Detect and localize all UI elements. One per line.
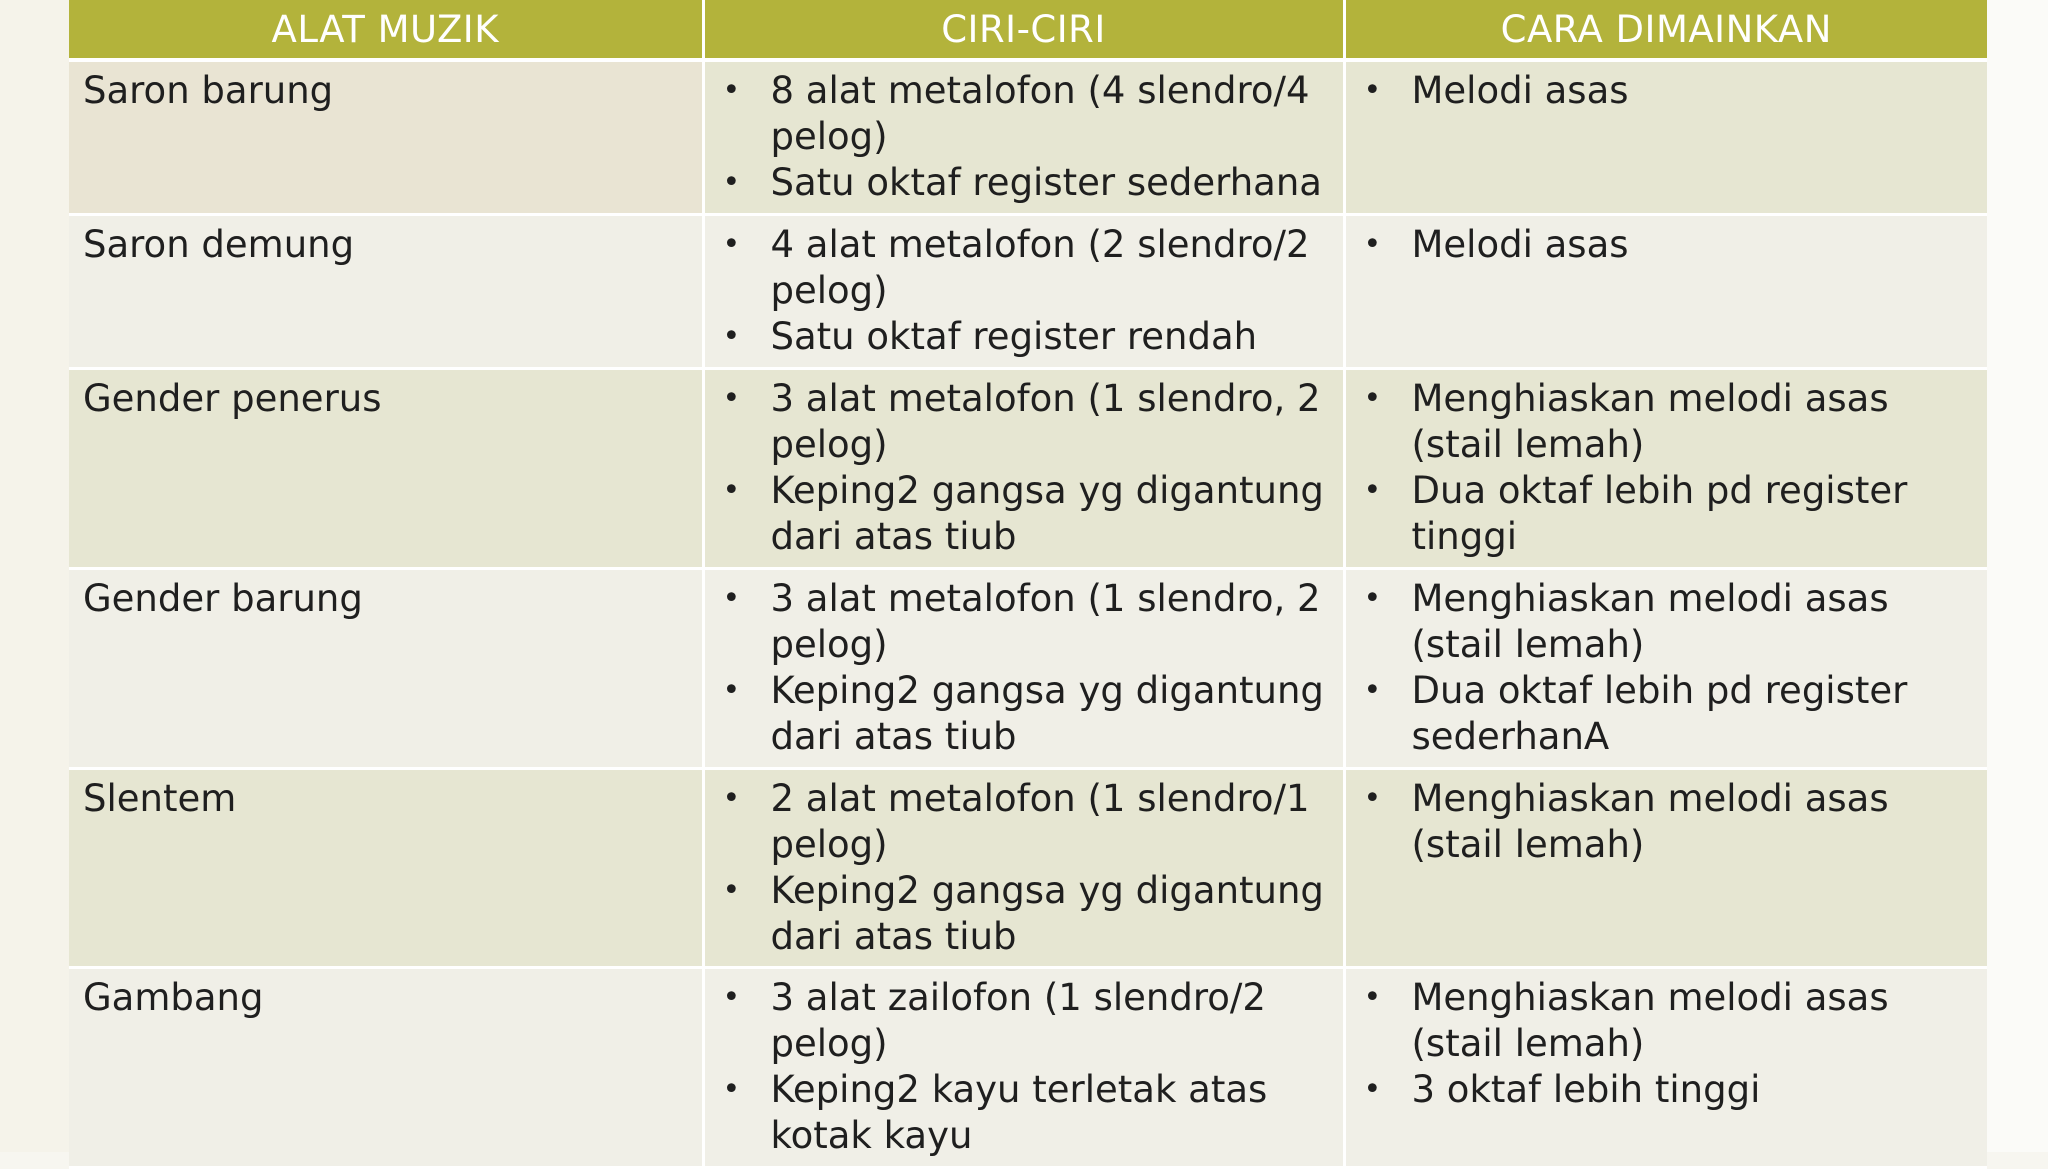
ciri-cell bbox=[703, 568, 1344, 768]
header-ciri-ciri: CIRI-CIRI bbox=[703, 0, 1344, 60]
list-item bbox=[1360, 975, 1974, 1067]
cara-list bbox=[1360, 376, 1974, 560]
instrument-name: Gender penerus bbox=[69, 368, 703, 568]
bullet-icon: • bbox=[722, 872, 741, 908]
list-item-text: Keping2 gangsa yg digantung dari atas tiub bbox=[770, 868, 1324, 958]
list-item-text: 3 alat metalofon (1 slendro, 2 pelog) bbox=[770, 576, 1321, 666]
table-row bbox=[69, 60, 1987, 214]
ciri-cell bbox=[703, 60, 1344, 214]
instrument-name: Gambang bbox=[69, 967, 703, 1167]
cara-cell bbox=[1344, 768, 1987, 967]
cara-cell bbox=[1344, 568, 1987, 768]
list-item-text: Melodi asas bbox=[1411, 222, 1629, 266]
bullet-icon: • bbox=[722, 979, 741, 1015]
list-item bbox=[719, 314, 1329, 360]
bullet-icon: • bbox=[1363, 672, 1382, 708]
list-item bbox=[1360, 222, 1974, 268]
list-item bbox=[719, 776, 1329, 868]
header-alat-muzik: ALAT MUZIK bbox=[69, 0, 703, 60]
bullet-icon: • bbox=[722, 380, 741, 416]
list-item-text: Keping2 gangsa yg digantung dari atas tiub bbox=[770, 468, 1324, 558]
list-item bbox=[1360, 468, 1974, 560]
list-item-text: Dua oktaf lebih pd register sederhanA bbox=[1411, 668, 1908, 758]
list-item-text: Menghiaskan melodi asas (stail lemah) bbox=[1411, 576, 1889, 666]
bullet-icon: • bbox=[722, 672, 741, 708]
instrument-name: Saron demung bbox=[69, 214, 703, 368]
list-item bbox=[1360, 68, 1974, 114]
cara-list bbox=[1360, 68, 1974, 114]
bullet-icon: • bbox=[1363, 380, 1382, 416]
list-item bbox=[719, 1067, 1329, 1159]
cara-list bbox=[1360, 975, 1974, 1113]
list-item bbox=[719, 668, 1329, 760]
bullet-icon: • bbox=[722, 226, 741, 262]
list-item-text: 3 alat zailofon (1 slendro/2 pelog) bbox=[770, 975, 1266, 1065]
ciri-list bbox=[719, 576, 1329, 760]
list-item bbox=[719, 868, 1329, 960]
list-item bbox=[1360, 1067, 1974, 1113]
bullet-icon: • bbox=[722, 580, 741, 616]
cara-list bbox=[1360, 776, 1974, 868]
list-item bbox=[719, 376, 1329, 468]
list-item-text: Melodi asas bbox=[1411, 69, 1629, 112]
list-item-text: 4 alat metalofon (2 slendro/2 pelog) bbox=[770, 222, 1310, 312]
bullet-icon: • bbox=[722, 165, 741, 200]
ciri-cell bbox=[703, 214, 1344, 368]
table-row bbox=[69, 214, 1987, 368]
instrument-name: Gender barung bbox=[69, 568, 703, 768]
table-header bbox=[69, 0, 1987, 60]
cara-cell bbox=[1344, 967, 1987, 1167]
list-item-text: 3 alat metalofon (1 slendro, 2 pelog) bbox=[770, 376, 1321, 466]
list-item-text: Menghiaskan melodi asas (stail lemah) bbox=[1411, 975, 1889, 1065]
bullet-icon: • bbox=[1363, 780, 1382, 816]
cara-cell bbox=[1344, 60, 1987, 214]
list-item-text: Dua oktaf lebih pd register tinggi bbox=[1411, 468, 1908, 558]
table-row bbox=[69, 768, 1987, 967]
ciri-cell bbox=[703, 967, 1344, 1167]
ciri-list bbox=[719, 776, 1329, 960]
ciri-list bbox=[719, 975, 1329, 1159]
ciri-list bbox=[719, 68, 1329, 206]
bullet-icon: • bbox=[722, 1071, 741, 1107]
table-row bbox=[69, 368, 1987, 568]
header-row bbox=[69, 0, 1987, 60]
instrument-table bbox=[69, 0, 1987, 1169]
ciri-list bbox=[719, 376, 1329, 560]
instrument-name: Saron barung bbox=[69, 60, 703, 214]
list-item-text: 8 alat metalofon (4 slendro/4 pelog) bbox=[770, 69, 1310, 158]
list-item bbox=[1360, 576, 1974, 668]
cara-cell bbox=[1344, 214, 1987, 368]
bullet-icon: • bbox=[1363, 1071, 1382, 1107]
bullet-icon: • bbox=[722, 73, 741, 108]
table-body bbox=[69, 60, 1987, 1167]
list-item bbox=[1360, 668, 1974, 760]
table-row bbox=[69, 568, 1987, 768]
bullet-icon: • bbox=[1363, 226, 1382, 262]
bullet-icon: • bbox=[722, 472, 741, 508]
bullet-icon: • bbox=[1363, 580, 1382, 616]
list-item-text: 3 oktaf lebih tinggi bbox=[1411, 1067, 1761, 1111]
ciri-list bbox=[719, 222, 1329, 360]
list-item bbox=[719, 975, 1329, 1067]
list-item bbox=[719, 68, 1329, 160]
ciri-cell bbox=[703, 768, 1344, 967]
bullet-icon: • bbox=[1363, 73, 1382, 108]
list-item bbox=[719, 468, 1329, 560]
list-item bbox=[1360, 376, 1974, 468]
list-item bbox=[1360, 776, 1974, 868]
bullet-icon: • bbox=[1363, 472, 1382, 508]
list-item-text: Keping2 gangsa yg digantung dari atas tiub bbox=[770, 668, 1324, 758]
instrument-name: Slentem bbox=[69, 768, 703, 967]
list-item-text: Menghiaskan melodi asas (stail lemah) bbox=[1411, 776, 1889, 866]
bullet-icon: • bbox=[1363, 979, 1382, 1015]
ciri-cell bbox=[703, 368, 1344, 568]
list-item-text: Satu oktaf register rendah bbox=[770, 314, 1258, 358]
list-item bbox=[719, 222, 1329, 314]
list-item-text: 2 alat metalofon (1 slendro/1 pelog) bbox=[770, 776, 1310, 866]
cara-list bbox=[1360, 222, 1974, 268]
list-item-text: Menghiaskan melodi asas (stail lemah) bbox=[1411, 376, 1889, 466]
cara-list bbox=[1360, 576, 1974, 760]
bullet-icon: • bbox=[722, 318, 741, 354]
table-row bbox=[69, 967, 1987, 1167]
list-item bbox=[719, 160, 1329, 206]
list-item-text: Keping2 kayu terletak atas kotak kayu bbox=[770, 1067, 1268, 1157]
cara-cell bbox=[1344, 368, 1987, 568]
bullet-icon: • bbox=[722, 780, 741, 816]
list-item bbox=[719, 576, 1329, 668]
list-item-text: Satu oktaf register sederhana bbox=[770, 161, 1322, 204]
header-cara-dimainkan: CARA DIMAINKAN bbox=[1344, 0, 1987, 60]
